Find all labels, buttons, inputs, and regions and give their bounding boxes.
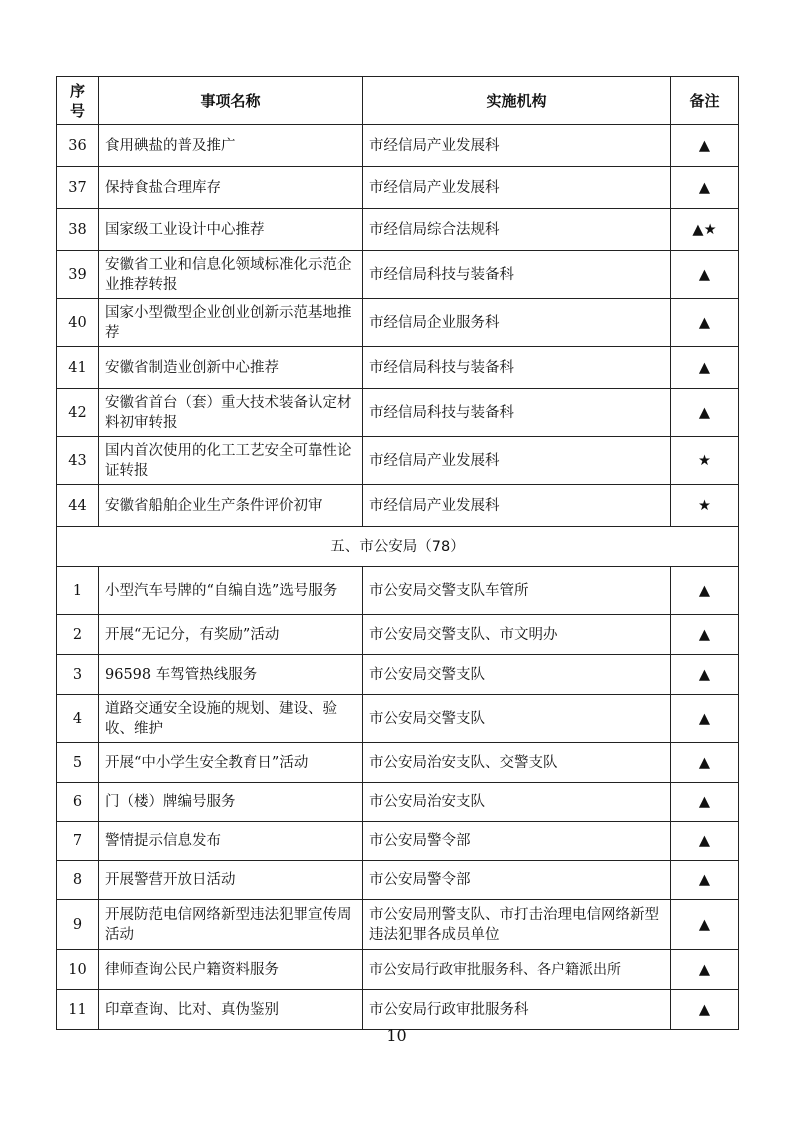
row-remark: ▲ (671, 615, 739, 655)
row-no: 2 (57, 615, 99, 655)
table-row (57, 389, 739, 437)
row-remark: ▲ (671, 299, 739, 347)
row-org: 市公安局交警支队、市文明办 (363, 615, 671, 655)
table-row (57, 615, 739, 655)
row-remark: ▲ (671, 861, 739, 900)
row-name: 印章查询、比对、真伪鉴别 (99, 990, 363, 1030)
row-name: 食用碘盐的普及推广 (99, 125, 363, 167)
table-row (57, 209, 739, 251)
row-remark: ▲ (671, 900, 739, 950)
row-no: 8 (57, 861, 99, 900)
row-no: 44 (57, 485, 99, 527)
row-name: 安徽省首台（套）重大技术装备认定材料初审转报 (99, 389, 363, 437)
table-row (57, 695, 739, 743)
table-row (57, 437, 739, 485)
row-org: 市经信局产业发展科 (363, 125, 671, 167)
row-no: 42 (57, 389, 99, 437)
table-row (57, 485, 739, 527)
row-name: 开展“无记分，有奖励”活动 (99, 615, 363, 655)
row-name: 国家级工业设计中心推荐 (99, 209, 363, 251)
row-name: 保持食盐合理库存 (99, 167, 363, 209)
row-no: 40 (57, 299, 99, 347)
row-remark: ▲ (671, 822, 739, 861)
row-no: 10 (57, 950, 99, 990)
row-remark: ▲ (671, 695, 739, 743)
row-remark: ▲ (671, 389, 739, 437)
row-no: 37 (57, 167, 99, 209)
row-org: 市公安局交警支队 (363, 695, 671, 743)
row-remark: ▲ (671, 950, 739, 990)
row-no: 6 (57, 783, 99, 822)
row-no: 43 (57, 437, 99, 485)
row-org: 市经信局产业发展科 (363, 437, 671, 485)
row-org: 市公安局交警支队 (363, 655, 671, 695)
row-no: 3 (57, 655, 99, 695)
row-remark: ★ (671, 437, 739, 485)
table-row (57, 900, 739, 950)
header-remark: 备注 (671, 77, 739, 125)
row-org: 市公安局警令部 (363, 861, 671, 900)
row-remark: ▲ (671, 783, 739, 822)
row-remark: ★ (671, 485, 739, 527)
table-row (57, 743, 739, 783)
table-row (57, 950, 739, 990)
row-no: 39 (57, 251, 99, 299)
row-org: 市经信局产业发展科 (363, 485, 671, 527)
table-row (57, 299, 739, 347)
row-org: 市经信局科技与装备科 (363, 389, 671, 437)
row-remark: ▲ (671, 743, 739, 783)
row-name: 门（楼）牌编号服务 (99, 783, 363, 822)
table-row (57, 990, 739, 1030)
row-name: 96598 车驾管热线服务 (99, 655, 363, 695)
table-row (57, 125, 739, 167)
row-name: 道路交通安全设施的规划、建设、验收、维护 (99, 695, 363, 743)
row-org: 市公安局刑警支队、市打击治理电信网络新型违法犯罪各成员单位 (363, 900, 671, 950)
row-name: 警情提示信息发布 (99, 822, 363, 861)
row-org: 市公安局交警支队车管所 (363, 567, 671, 615)
header-no: 序号 (57, 77, 99, 125)
row-org: 市经信局科技与装备科 (363, 347, 671, 389)
row-no: 1 (57, 567, 99, 615)
row-remark: ▲ (671, 990, 739, 1030)
row-org: 市公安局治安支队、交警支队 (363, 743, 671, 783)
table-row (57, 783, 739, 822)
row-no: 36 (57, 125, 99, 167)
table-row (57, 822, 739, 861)
header-org: 实施机构 (363, 77, 671, 125)
row-org: 市经信局综合法规科 (363, 209, 671, 251)
row-org: 市经信局企业服务科 (363, 299, 671, 347)
table-row (57, 167, 739, 209)
row-name: 开展“中小学生安全教育日”活动 (99, 743, 363, 783)
row-remark: ▲ (671, 251, 739, 299)
row-no: 41 (57, 347, 99, 389)
row-name: 国内首次使用的化工工艺安全可靠性论证转报 (99, 437, 363, 485)
row-no: 4 (57, 695, 99, 743)
section-row (57, 527, 739, 567)
row-org: 市公安局行政审批服务科 (363, 990, 671, 1030)
row-remark: ▲ (671, 567, 739, 615)
row-no: 11 (57, 990, 99, 1030)
row-name: 安徽省制造业创新中心推荐 (99, 347, 363, 389)
table-row (57, 655, 739, 695)
row-name: 国家小型微型企业创业创新示范基地推荐 (99, 299, 363, 347)
table-row (57, 567, 739, 615)
row-remark: ▲ (671, 125, 739, 167)
row-org: 市公安局行政审批服务科、各户籍派出所 (363, 950, 671, 990)
row-no: 5 (57, 743, 99, 783)
row-remark: ▲ (671, 347, 739, 389)
row-name: 律师查询公民户籍资料服务 (99, 950, 363, 990)
row-no: 7 (57, 822, 99, 861)
row-org: 市公安局警令部 (363, 822, 671, 861)
row-name: 开展警营开放日活动 (99, 861, 363, 900)
row-no: 9 (57, 900, 99, 950)
row-name: 安徽省船舶企业生产条件评价初审 (99, 485, 363, 527)
row-remark: ▲ (671, 655, 739, 695)
row-remark: ▲★ (671, 209, 739, 251)
table-row (57, 347, 739, 389)
section-title: 五、市公安局（78） (57, 527, 739, 567)
page-number: 10 (386, 1026, 407, 1045)
row-org: 市经信局产业发展科 (363, 167, 671, 209)
row-org: 市公安局治安支队 (363, 783, 671, 822)
row-remark: ▲ (671, 167, 739, 209)
row-no: 38 (57, 209, 99, 251)
table-row (57, 251, 739, 299)
row-name: 小型汽车号牌的“自编自选”选号服务 (99, 567, 363, 615)
header-name: 事项名称 (99, 77, 363, 125)
row-name: 安徽省工业和信息化领域标准化示范企业推荐转报 (99, 251, 363, 299)
items-table (56, 76, 739, 1030)
row-name: 开展防范电信网络新型违法犯罪宣传周活动 (99, 900, 363, 950)
table-header-row (57, 77, 739, 125)
row-org: 市经信局科技与装备科 (363, 251, 671, 299)
table-row (57, 861, 739, 900)
